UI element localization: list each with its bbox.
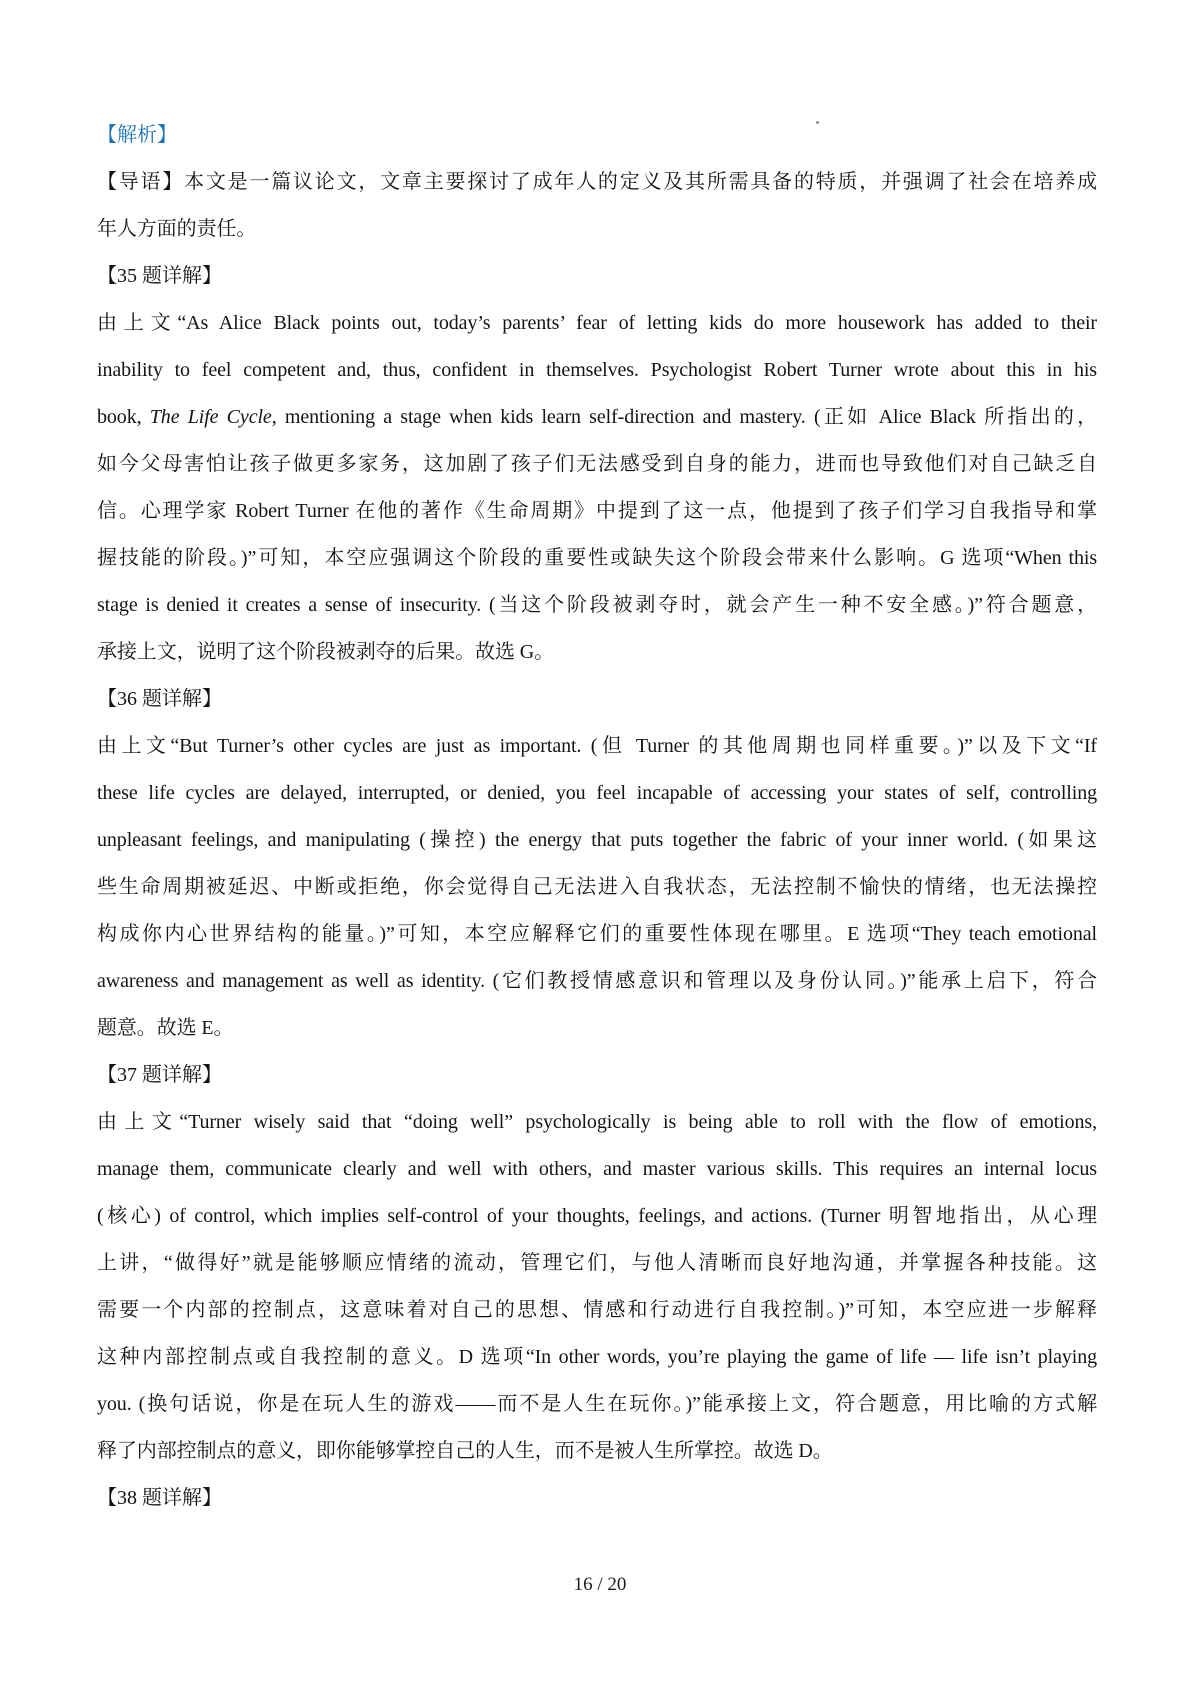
document-content xyxy=(97,112,1097,1522)
q36-heading xyxy=(97,676,1097,723)
heading-line: 【解析】 xyxy=(97,124,177,146)
text-line: 由上文“Turner wisely said that “doing well” psychologically is being able to roll with the flow of emotions, xyxy=(97,1111,1097,1133)
text-line: 由上文“But Turner’s other cycles are just as important. (但 Turner 的其他周期也同样重要。)”以及下文“If xyxy=(97,735,1097,757)
text-line: 握技能的阶段。)”可知，本空应强调这个阶段的重要性或缺失这个阶段会带来什么影响。G 选项“When this xyxy=(97,547,1097,569)
q37-explanation xyxy=(97,1099,1097,1475)
text-line: 构成你内心世界结构的能量。)”可知，本空应解释它们的重要性体现在哪里。E 选项“They teach emotional xyxy=(97,923,1097,945)
text-line: awareness and management as well as identity. (它们教授情感意识和管理以及身份认同。)”能承上启下，符合 xyxy=(97,970,1097,992)
text-line: 信。心理学家 Robert Turner 在他的著作《生命周期》中提到了这一点，他提到了孩子们学习自我指导和掌 xyxy=(97,500,1097,522)
text-segment: , mentioning a stage when kids learn self-direction and mastery. (正如 Alice Black 所指出的， xyxy=(271,406,1097,428)
text-line: (核心) of control, which implies self-control of your thoughts, feelings, and actions. (Turner 明智地指出，从心理 xyxy=(97,1205,1097,1227)
heading-line: 【35 题详解】 xyxy=(97,265,222,287)
text-segment: book, xyxy=(97,406,150,428)
q38-heading xyxy=(97,1475,1097,1522)
page-number: 16 / 20 xyxy=(573,1574,627,1595)
text-line: these life cycles are delayed, interrupted, or denied, you feel incapable of accessing your states of self, controlling xyxy=(97,782,1097,804)
text-line: 上讲，“做得好”就是能够顺应情绪的流动，管理它们，与他人清晰而良好地沟通，并掌握各种技能。这 xyxy=(97,1252,1097,1274)
text-line xyxy=(97,394,1097,441)
text-line: 些生命周期被延迟、中断或拒绝，你会觉得自己无法进入自我状态，无法控制不愉快的情绪，也无法操控 xyxy=(97,876,1097,898)
text-line: 由上文“As Alice Black points out, today’s parents’ fear of letting kids do more housework has added to their xyxy=(97,312,1097,334)
text-line: 释了内部控制点的意义，即你能够掌控自己的人生，而不是被人生所掌控。故选 D。 xyxy=(97,1440,833,1462)
text-line: 【导语】本文是一篇议论文，文章主要探讨了成年人的定义及其所需具备的特质，并强调了社会在培养成 xyxy=(97,171,1097,193)
q35-explanation xyxy=(97,300,1097,676)
text-line: inability to feel competent and, thus, confident in themselves. Psychologist Robert Turner wrote about this in his xyxy=(97,359,1097,381)
heading-line: 【37 题详解】 xyxy=(97,1064,222,1086)
text-line: 如今父母害怕让孩子做更多家务，这加剧了孩子们无法感受到自身的能力，进而也导致他们对自己缺乏自 xyxy=(97,453,1097,475)
heading-line: 【36 题详解】 xyxy=(97,688,222,710)
book-title-italic: The Life Cycle xyxy=(149,406,272,428)
page-footer xyxy=(0,1570,1200,1600)
text-line: 承接上文，说明了这个阶段被剥夺的后果。故选 G。 xyxy=(97,641,555,663)
text-line: unpleasant feelings, and manipulating (操控) the energy that puts together the fabric of your inner world. (如果这 xyxy=(97,829,1097,851)
text-line: 需要一个内部的控制点，这意味着对自己的思想、情感和行动进行自我控制。)”可知，本空应进一步解释 xyxy=(97,1299,1097,1321)
q36-explanation xyxy=(97,723,1097,1052)
heading-line: 【38 题详解】 xyxy=(97,1487,222,1509)
text-line: 题意。故选 E。 xyxy=(97,1017,234,1039)
intro-paragraph xyxy=(97,159,1097,253)
q37-heading xyxy=(97,1052,1097,1099)
text-line: stage is denied it creates a sense of insecurity. (当这个阶段被剥夺时，就会产生一种不安全感。)”符合题意， xyxy=(97,594,1097,616)
analysis-heading xyxy=(97,112,1097,159)
text-line: 这种内部控制点或自我控制的意义。D 选项“In other words, you’re playing the game of life — life isn’t playing xyxy=(97,1346,1097,1368)
text-line: you. (换句话说，你是在玩人生的游戏——而不是人生在玩你。)”能承接上文，符合题意，用比喻的方式解 xyxy=(97,1393,1097,1415)
text-line: manage them, communicate clearly and well with others, and master various skills. This requires an internal locus xyxy=(97,1158,1097,1180)
text-line: 年人方面的责任。 xyxy=(97,218,257,240)
q35-heading xyxy=(97,253,1097,300)
